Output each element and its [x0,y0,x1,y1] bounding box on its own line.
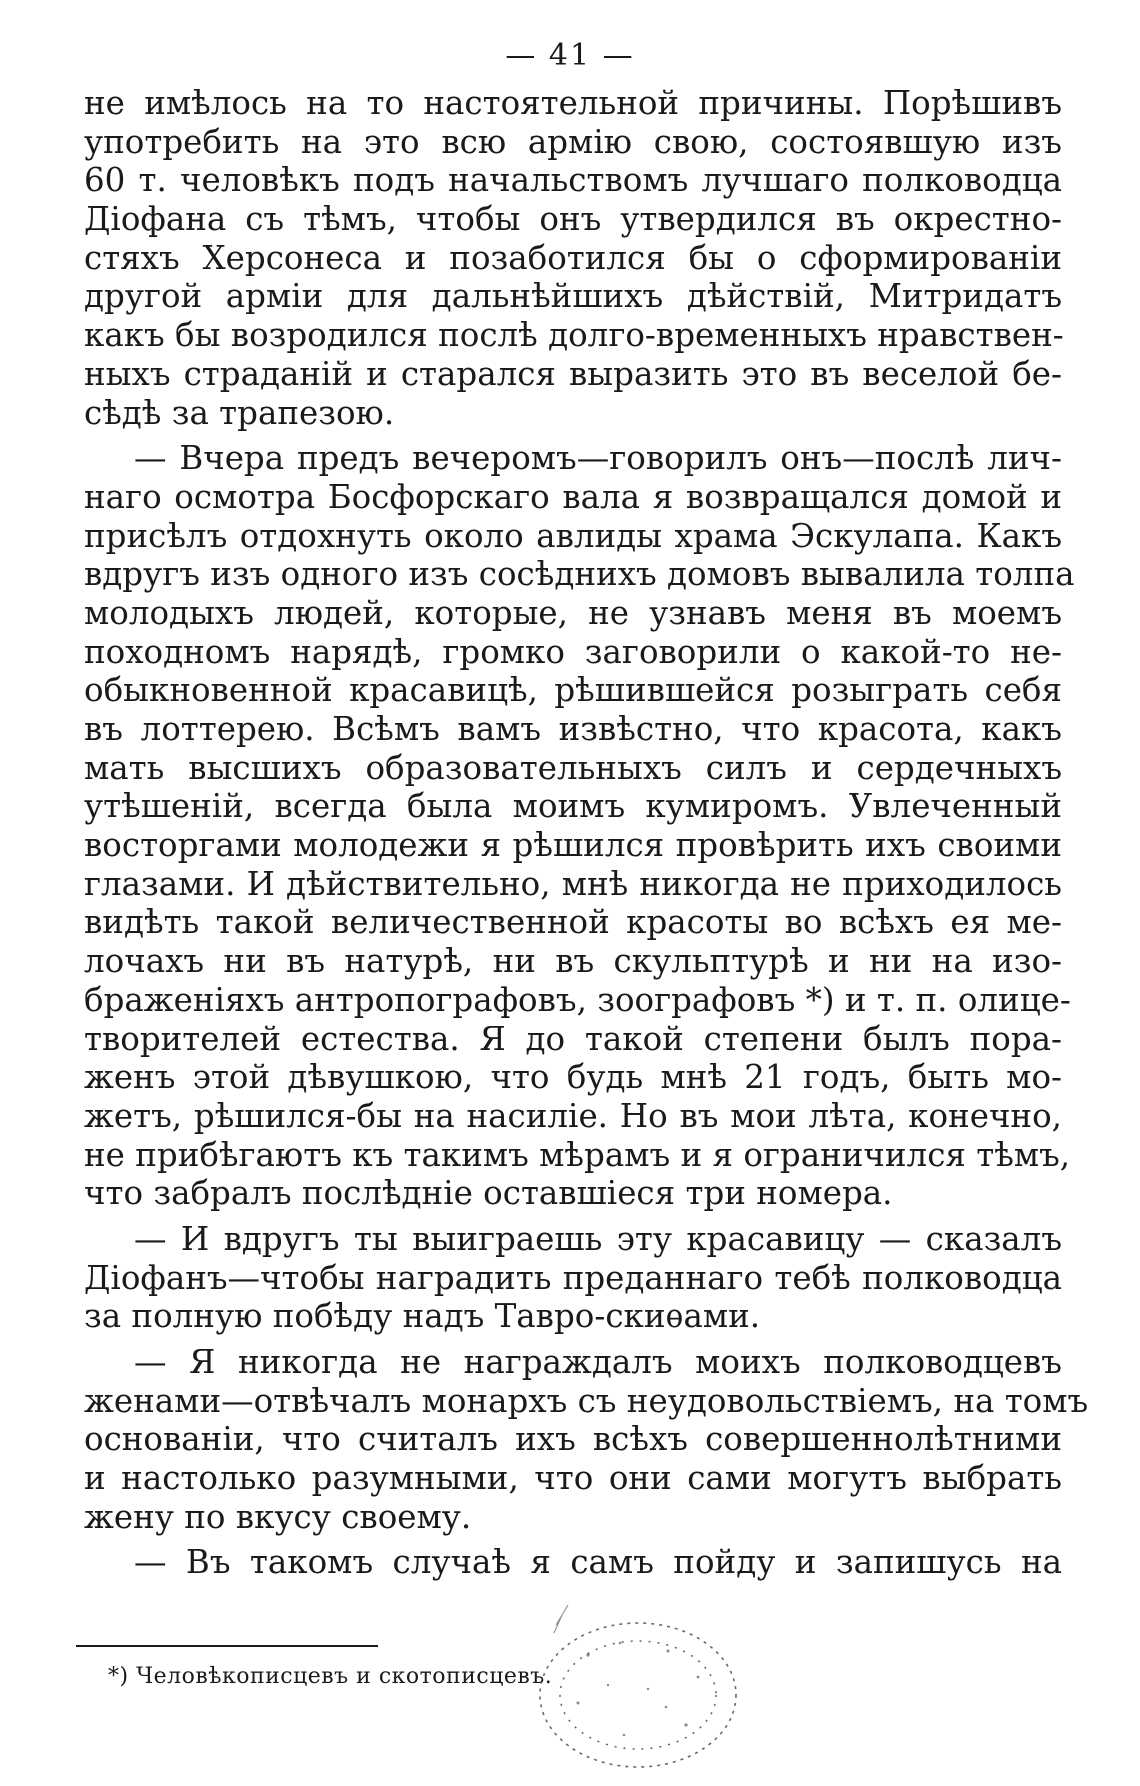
text-line: употребить на это всю армію свою, состоявшую изъ [84,122,1062,161]
library-stamp-icon [528,1585,748,1775]
text-line: присѣлъ отдохнуть около авлиды храма Эскулапа. Какъ [84,516,1062,555]
text-line: не прибѣгаютъ къ такимъ мѣрамъ и я ограничился тѣмъ, [84,1135,1071,1174]
text-line: вдругъ изъ одного изъ сосѣднихъ домовъ вывалила толпа [84,555,1075,594]
text-line: какъ бы возродился послѣ долго-временныхъ нравствен- [84,316,1064,355]
text-line: восторгами молодежи я рѣшился провѣрить ихъ своими [84,826,1062,865]
footnote: *) Человѣкописцевъ и скотописцевъ. [108,1664,553,1689]
text-line: видѣть такой величественной красоты во всѣхъ ея ме- [84,903,1062,942]
footnote-divider [76,1645,378,1647]
text-line: другой арміи для дальнѣйшихъ дѣйствій, Митридатъ [84,277,1062,316]
text-line: молодыхъ людей, которые, не узнавъ меня въ моемъ [84,593,1062,632]
text-line: браженіяхъ антропографовъ, зоографовъ *) и т. п. олицe- [84,980,1071,1019]
text-line: — Вчера предъ вечеромъ—говорилъ онъ—послѣ лич- [134,439,1062,478]
text-line: сѣдѣ за трапезою. [84,393,395,432]
text-line: жену по вкусу своему. [84,1497,472,1536]
text-line: женами—отвѣчалъ монархъ съ неудовольствіемъ, на томъ [84,1381,1089,1420]
text-line: ныхъ страданій и старался выразить это въ веселой бе- [84,354,1062,393]
text-line: обыкновенной красавицѣ, рѣшившейся розыграть себя [84,671,1062,710]
text-line: стяхъ Херсонеса и позаботился бы о сформированіи [84,238,1062,277]
text-line: наго осмотра Босфорскаго вала я возвращался домой и [84,477,1062,516]
body-text [84,84,1089,1582]
text-line: женъ этой дѣвушкою, что будь мнѣ 21 годъ, быть мо- [84,1058,1062,1097]
text-line: творителей естества. Я до такой степени былъ пора- [84,1019,1062,1058]
text-line: — Я никогда не награждалъ моихъ полководцевъ [134,1343,1062,1381]
text-line: въ лоттерею. Всѣмъ вамъ извѣстно, что красота, какъ [84,710,1062,748]
text-line: и настолько разумными, что они сами могутъ выбрать [84,1459,1062,1498]
text-line: глазами. И дѣйствительно, мнѣ никогда не приходилось [84,864,1062,903]
page-number: — 41 — [505,38,635,73]
text-line: Діофана съ тѣмъ, чтобы онъ утвердился въ окрестно- [84,200,1062,239]
text-line: Діофанъ—чтобы наградить преданнаго тебѣ полководца [84,1258,1062,1297]
text-line: утѣшеній, всегда была моимъ кумиромъ. Увлеченный [84,787,1062,826]
text-line: что забралъ послѣдніе оставшіеся три номера. [84,1174,893,1213]
text-line: за полную побѣду надъ Тавро-скиѳами. [84,1297,761,1336]
text-line: мать высшихъ образовательныхъ силъ и сердечныхъ [84,748,1062,787]
text-line: походномъ нарядѣ, громко заговорили о какой-то не- [84,632,1062,671]
text-line: — И вдругъ ты выиграешь эту красавицу — сказалъ [134,1219,1062,1258]
text-line: жетъ, рѣшился-бы на насиліе. Но въ мои лѣта, конечно, [84,1096,1062,1135]
text-line: лочахъ ни въ натурѣ, ни въ скульптурѣ и ни на изо- [84,942,1062,981]
text-line: не имѣлось на то настоятельной причины. Порѣшивъ [84,84,1062,122]
text-line: основаніи, что считалъ ихъ всѣхъ совершеннолѣтними [84,1420,1062,1459]
text-line: 60 т. человѣкъ подъ начальствомъ лучшаго полководца [84,161,1062,200]
text-line: — Въ такомъ случаѣ я самъ пойду и запишусь на [134,1543,1062,1582]
